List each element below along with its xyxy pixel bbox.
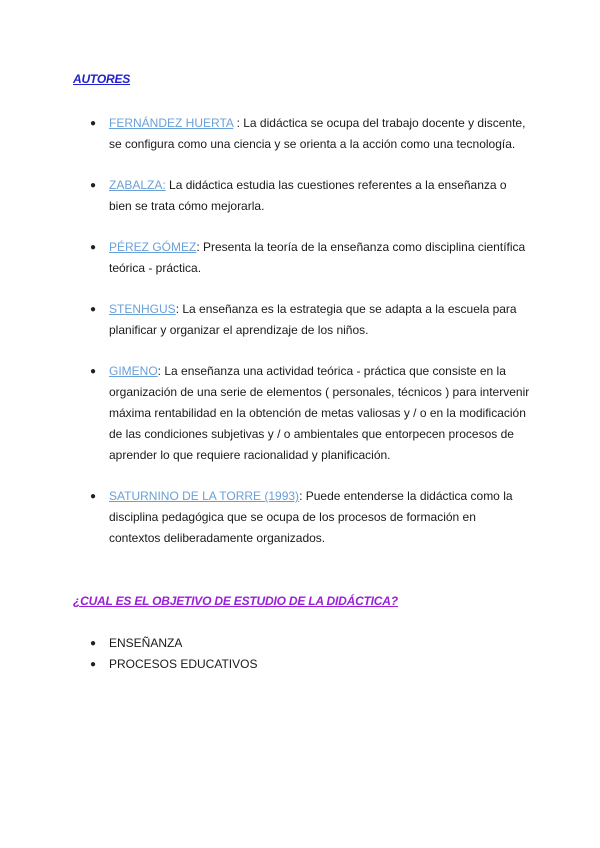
author-description: : La enseñanza es la estrategia que se adapta a la escuela para planificar y organizar el aprendizaje de los niños. (109, 302, 517, 337)
list-item (0, 633, 600, 654)
author-link[interactable]: ZABALZA: (109, 178, 166, 192)
author-link[interactable]: FERNÁNDEZ HUERTA (109, 116, 234, 130)
bullet-icon: ● (90, 491, 97, 502)
list-item (0, 175, 600, 217)
list-item (0, 113, 600, 155)
bullet-icon: ● (90, 366, 97, 377)
objective-text: ENSEÑANZA (109, 636, 183, 650)
authors-list (0, 113, 600, 569)
author-description: La didáctica estudia las cuestiones referentes a la enseñanza o bien se trata cómo mejorarla. (109, 178, 507, 213)
bullet-icon: ● (90, 180, 97, 191)
bullet-icon: ● (90, 242, 97, 253)
list-item (0, 237, 600, 279)
author-description: : La enseñanza una actividad teórica - práctica que consiste en la organización de una serie de elementos ( personales, técnicos ) para intervenir máxima rentabilidad en la obtención de metas valiosas y / o en la modificación de las condiciones subjetivas y / o ambientales que entorpecen procesos de aprender lo que requiere racionalidad y planificación. (109, 364, 530, 462)
list-item (0, 361, 600, 466)
author-link[interactable]: SATURNINO DE LA TORRE (1993) (109, 489, 300, 503)
list-item (0, 486, 600, 549)
author-link[interactable]: GIMENO (109, 364, 158, 378)
author-link[interactable]: STENHGUS (109, 302, 176, 316)
objectives-list (0, 633, 600, 675)
bullet-icon: ● (90, 118, 97, 129)
bullet-icon: ● (90, 638, 97, 649)
bullet-icon: ● (90, 304, 97, 315)
list-item (0, 299, 600, 341)
author-description: : Presenta la teoría de la enseñanza como disciplina científica teórica - práctica. (109, 240, 526, 275)
author-description: : Puede entenderse la didáctica como la disciplina pedagógica que se ocupa de los procesos de formación en contextos deliberadamente organizados. (109, 489, 513, 545)
list-item (0, 654, 600, 675)
authors-heading: AUTORES (73, 72, 131, 86)
bullet-icon: ● (90, 659, 97, 670)
author-description: : La didáctica se ocupa del trabajo docente y discente, se configura como una ciencia y se orienta a la acción como una tecnología. (109, 116, 526, 151)
objective-heading: ¿CUAL ES EL OBJETIVO DE ESTUDIO DE LA DIDÁCTICA? (73, 594, 398, 608)
author-link[interactable]: PÉREZ GÓMEZ (109, 240, 197, 254)
objective-text: PROCESOS EDUCATIVOS (109, 657, 258, 671)
